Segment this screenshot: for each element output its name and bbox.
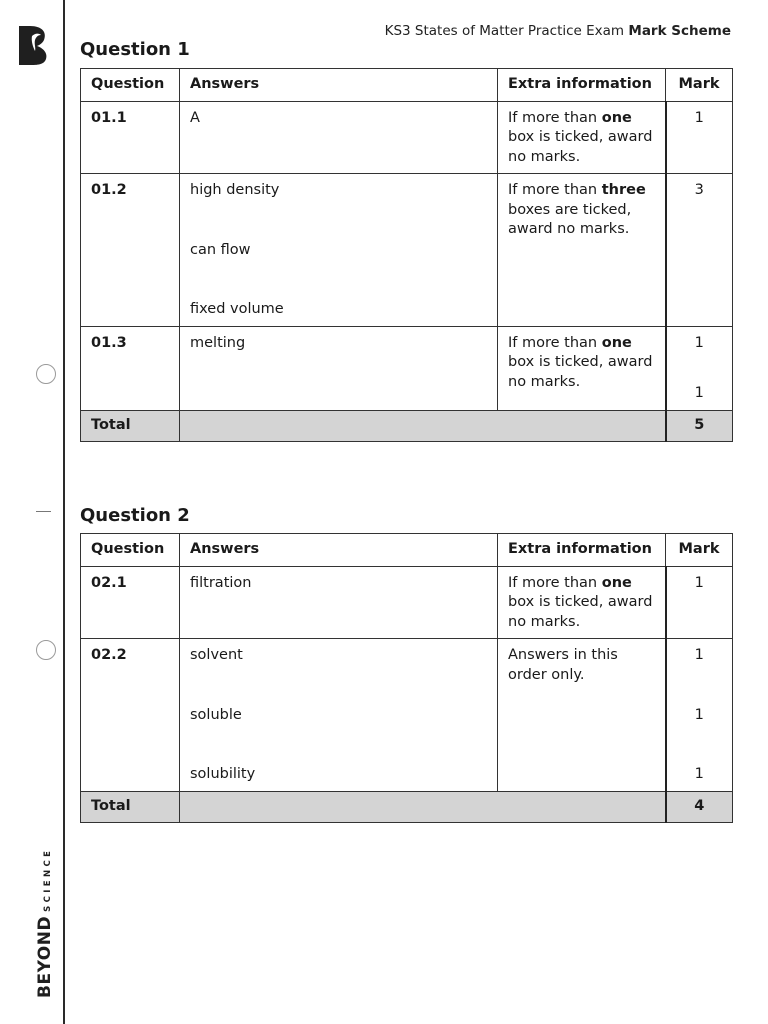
- mark-cell: 3: [666, 174, 733, 327]
- beyond-logo-icon: [16, 24, 50, 66]
- answer-cell: [180, 326, 498, 410]
- brand-small: SCIENCE: [43, 847, 53, 912]
- extra-info-cell: If more than three boxes are ticked, award no marks.: [498, 174, 666, 327]
- mark-cell: 1 1 1: [666, 639, 733, 792]
- question-number: 02.2: [81, 639, 180, 792]
- answer-cell: [180, 639, 498, 792]
- total-row: [81, 410, 733, 442]
- question-2-table: [80, 533, 733, 823]
- table-row: [81, 326, 733, 410]
- answer-text: filtration: [190, 574, 252, 591]
- col-header-answers: Answers: [180, 69, 498, 102]
- header-title: KS3 States of Matter Practice Exam: [384, 23, 625, 39]
- table-row: [81, 566, 733, 639]
- answer-cell: [180, 566, 498, 639]
- answer-text: A: [190, 109, 200, 126]
- question-number: 01.2: [81, 174, 180, 327]
- answer-text: soluble: [190, 706, 242, 723]
- extra-info-cell: If more than one box is ticked, award no marks.: [498, 566, 666, 639]
- question-number: 01.1: [81, 101, 180, 174]
- answer-text: can flow: [190, 241, 251, 258]
- extra-info-cell: Answers in this order only.: [498, 639, 666, 792]
- extra-info-cell: If more than one box is ticked, award no marks.: [498, 101, 666, 174]
- total-value: 4: [666, 791, 733, 823]
- punch-hole-bottom: [36, 640, 56, 660]
- header-title-bold: Mark Scheme: [628, 23, 731, 39]
- margin-rule: [63, 0, 65, 1024]
- mark-cell: 1: [666, 101, 733, 174]
- total-spacer: [180, 410, 666, 442]
- answer-text: fixed volume: [190, 301, 284, 317]
- answer-cell: [180, 174, 498, 327]
- col-header-mark: Mark: [666, 534, 733, 567]
- col-header-extra: Extra information: [498, 534, 666, 567]
- question-2-title: Question 2: [80, 505, 190, 526]
- page-header: [385, 23, 731, 39]
- table-row: [81, 639, 733, 792]
- question-1-title: Question 1: [80, 39, 190, 60]
- fold-mark: [36, 511, 51, 512]
- total-spacer: [180, 791, 666, 823]
- col-header-answers: Answers: [180, 534, 498, 567]
- table-row: [81, 174, 733, 327]
- total-row: [81, 791, 733, 823]
- answer-cell: [180, 101, 498, 174]
- question-number: 02.1: [81, 566, 180, 639]
- answer-text: solubility: [190, 766, 256, 782]
- total-label: Total: [81, 791, 180, 823]
- table-row: [81, 101, 733, 174]
- brand-big: BEYOND: [35, 915, 55, 998]
- punch-hole-top: [36, 364, 56, 384]
- question-number: 01.3: [81, 326, 180, 410]
- table-header-row: [81, 69, 733, 102]
- mark-cell: 1 1: [666, 326, 733, 410]
- extra-info-cell: If more than one box is ticked, award no marks.: [498, 326, 666, 410]
- answer-text: high density: [190, 182, 280, 198]
- col-header-question: Question: [81, 534, 180, 567]
- answer-text: melting: [190, 334, 246, 351]
- question-1-table: [80, 68, 733, 442]
- mark-cell: 1: [666, 566, 733, 639]
- total-label: Total: [81, 410, 180, 442]
- beyond-science-wordmark: [35, 848, 55, 998]
- table-header-row: [81, 534, 733, 567]
- col-header-question: Question: [81, 69, 180, 102]
- col-header-mark: Mark: [666, 69, 733, 102]
- col-header-extra: Extra information: [498, 69, 666, 102]
- answer-text: solvent: [190, 647, 243, 663]
- total-value: 5: [666, 410, 733, 442]
